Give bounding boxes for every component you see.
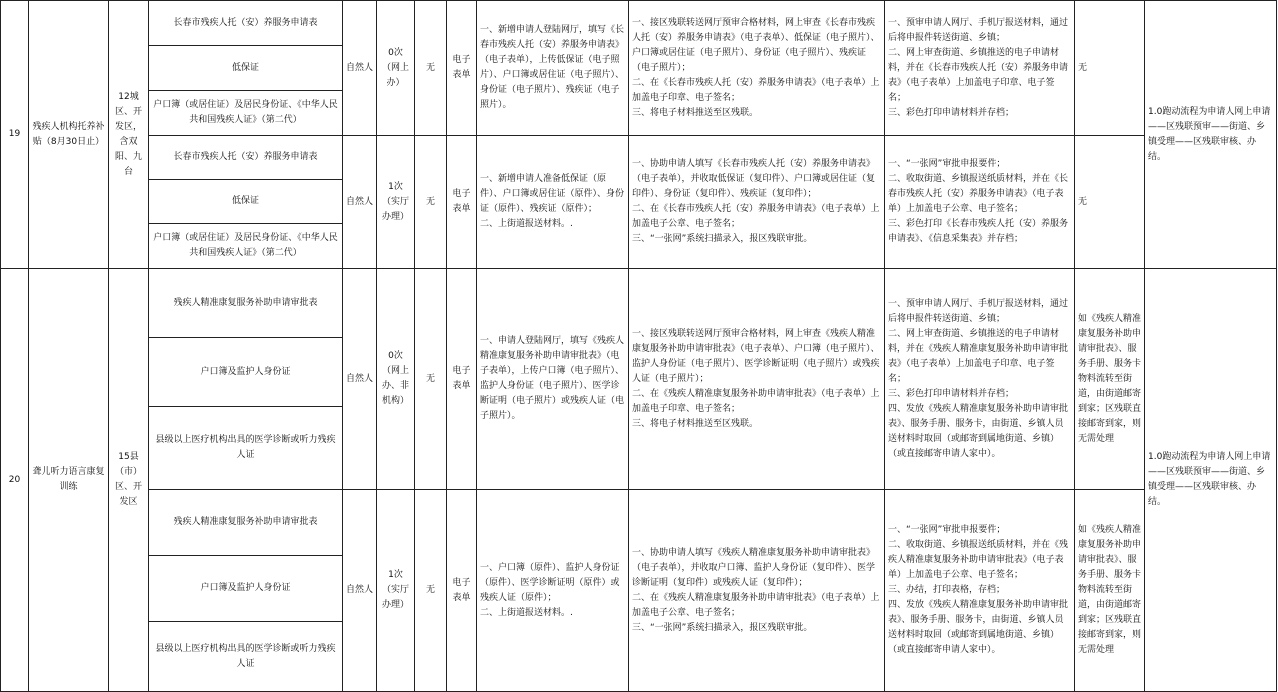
material: 户口簿及监护人身份证 bbox=[149, 556, 343, 622]
street-steps: 一、预审申请人网厅、手机厅报送材料，通过后将申报件转送街道、乡镇； 二、网上审查街道、乡镇推送的电子申请材料，并在《残疾人精准康复服务补助申请审批表》（电子表单）上加盖电子印章、电子签名； 三、彩色打印申请材料并存档； 四、发放《残疾人精准康复服务补助申请审批表》、服务手册、服务卡，由街道、乡镇人员送材料时取回（或邮寄到属地街道、乡镇）（或直接邮寄申请人家中）。 bbox=[885, 269, 1075, 490]
subject: 自然人 bbox=[343, 136, 377, 269]
material: 长春市残疾人托（安）养服务申请表 bbox=[149, 136, 343, 180]
applicant-steps: 一、新增申请人登陆网厅，填写《长春市残疾人托（安）养服务申请表》（电子表单），上传低保证（电子照片）、户口簿或居住证（电子照片）、身份证（电子照片）、残疾证（电子照片）。 bbox=[477, 1, 629, 136]
visit-count: 1次（实厅办理） bbox=[377, 136, 415, 269]
subject: 自然人 bbox=[343, 490, 377, 692]
form-type: 电子表单 bbox=[447, 269, 477, 490]
fee: 无 bbox=[415, 269, 447, 490]
note: 如《残疾人精准康复服务补助申请审批表》、服务手册、服务卡物料流转至街道，由街道邮寄到家；区残联直接邮寄到家，则无需处理 bbox=[1075, 269, 1145, 490]
street-steps: 一、“一张网”审批申报要件； 二、收取街道、乡镇报送纸质材料，并在《长春市残疾人托（安）养服务申请表》（电子表单）上加盖电子公章、电子签名； 三、彩色打印《长春市残疾人托（安）养服务申请表》、《信息采集表》并存档； bbox=[885, 136, 1075, 269]
form-type: 电子表单 bbox=[447, 490, 477, 692]
form-type: 电子表单 bbox=[447, 1, 477, 136]
street-steps: 一、“一张网”审批申报要件； 二、收取街道、乡镇报送纸质材料，并在《残疾人精准康复服务补助申请审批表》（电子表单）上加盖电子公章、电子签名； 三、办结，打印表格，存档； 四、发放《残疾人精准康复服务补助申请审批表》、服务手册、服务卡，由街道、乡镇人员送材料时取回（或邮寄到属地街道、乡镇）（或直接邮寄申请人家中）。 bbox=[885, 490, 1075, 692]
visit-count: 1次（实厅办理） bbox=[377, 490, 415, 692]
material: 户口簿（或居住证）及居民身份证、《中华人民共和国残疾人证》（第二代） bbox=[149, 224, 343, 269]
note: 如《残疾人精准康复服务补助申请审批表》、服务手册、服务卡物料流转至街道，由街道邮寄到家；区残联直接邮寄到家，则无需处理 bbox=[1075, 490, 1145, 692]
note: 无 bbox=[1075, 136, 1145, 269]
material: 县级以上医疗机构出具的医学诊断或听力残疾人证 bbox=[149, 407, 343, 490]
street-steps: 一、预审申请人网厅、手机厅报送材料，通过后将申报件转送街道、乡镇； 二、网上审查街道、乡镇推送的电子申请材料，并在《长春市残疾人托（安）养服务申请表》（电子表单）上加盖电子印章、电子签名； 三、彩色打印申请材料并存档； bbox=[885, 1, 1075, 136]
applicant-steps: 一、户口簿（原件）、监护人身份证（原件）、医学诊断证明（原件）或残疾人证（原件）； 二、上街道报送材料。. bbox=[477, 490, 629, 692]
district-steps: 一、协助申请人填写《长春市残疾人托（安）养服务申请表》（电子表单），并收取低保证（复印件）、户口簿或居住证（复印件）、身份证（复印件）、残疾证（复印件）； 二、在《长春市残疾人托（安）养服务申请表》（电子表单）上加盖电子公章、电子签名； 三、“一张网”系统扫描录入，报区残联审批。 bbox=[629, 136, 885, 269]
form-type: 电子表单 bbox=[447, 136, 477, 269]
district-steps: 一、接区残联转送网厅预审合格材料，网上审查《长春市残疾人托（安）养服务申请表》（电子表单）、低保证（电子照片）、户口簿或居住证（电子照片）、身份证（电子照片）、残疾证（电子照片）； 二、在《长春市残疾人托（安）养服务申请表》（电子表单）上加盖电子印章、电子签名； 三、将电子材料推送至区残联。 bbox=[629, 1, 885, 136]
fee: 无 bbox=[415, 490, 447, 692]
visit-count: 0次（网上办） bbox=[377, 1, 415, 136]
subject: 自然人 bbox=[343, 1, 377, 136]
visit-count: 0次（网上办、非机构） bbox=[377, 269, 415, 490]
material: 户口簿（或居住证）及居民身份证、《中华人民共和国残疾人证》（第二代） bbox=[149, 91, 343, 136]
item-name: 聋儿听力语言康复训练 bbox=[29, 269, 109, 692]
material: 残疾人精准康复服务补助申请审批表 bbox=[149, 269, 343, 338]
process-note: 1.0跑动流程为申请人网上申请——区残联预审——街道、乡镇受理——区残联审核、办结。 bbox=[1145, 269, 1277, 692]
district-steps: 一、接区残联转送网厅预审合格材料，网上审查《残疾人精准康复服务补助申请审批表》（电子表单）、户口簿（电子照片）、监护人身份证（电子照片）、医学诊断证明（电子照片）或残疾人证（电子照片）； 二、在《残疾人精准康复服务补助申请审批表》（电子表单）上加盖电子印章、电子签名； 三、将电子材料推送至区残联。 bbox=[629, 269, 885, 490]
fee: 无 bbox=[415, 1, 447, 136]
material: 残疾人精准康复服务补助申请审批表 bbox=[149, 490, 343, 556]
material: 低保证 bbox=[149, 180, 343, 224]
district-steps: 一、协助申请人填写《残疾人精准康复服务补助申请审批表》（电子表单），并收取户口簿、监护人身份证（复印件）、医学诊断证明（复印件）或残疾人证（复印件）； 二、在《残疾人精准康复服务补助申请审批表》（电子表单）上加盖电子公章、电子签名； 三、“一张网”系统扫描录入，报区残联审批。 bbox=[629, 490, 885, 692]
applicant-steps: 一、申请人登陆网厅，填写《残疾人精准康复服务补助申请审批表》（电子表单），上传户口簿（电子照片）、监护人身份证（电子照片）、医学诊断证明（电子照片）或残疾人证（电子照片）。 bbox=[477, 269, 629, 490]
scope: 12城区、开发区，含双阳、九台 bbox=[109, 1, 149, 269]
row-seq: 19 bbox=[1, 1, 29, 269]
fee: 无 bbox=[415, 136, 447, 269]
scope: 15县（市）区、开发区 bbox=[109, 269, 149, 692]
material: 低保证 bbox=[149, 46, 343, 91]
note: 无 bbox=[1075, 1, 1145, 136]
process-note: 1.0跑动流程为申请人网上申请——区残联预审——街道、乡镇受理——区残联审核、办结。 bbox=[1145, 1, 1277, 269]
material: 户口簿及监护人身份证 bbox=[149, 338, 343, 407]
row-seq: 20 bbox=[1, 269, 29, 692]
material: 长春市残疾人托（安）养服务申请表 bbox=[149, 1, 343, 46]
item-name: 残疾人机构托养补贴（8月30日止） bbox=[29, 1, 109, 269]
applicant-steps: 一、新增申请人准备低保证（原件）、户口簿或居住证（原件）、身份证（原件）、残疾证（原件）； 二、上街道报送材料。. bbox=[477, 136, 629, 269]
material: 县级以上医疗机构出具的医学诊断或听力残疾人证 bbox=[149, 622, 343, 692]
subject: 自然人 bbox=[343, 269, 377, 490]
